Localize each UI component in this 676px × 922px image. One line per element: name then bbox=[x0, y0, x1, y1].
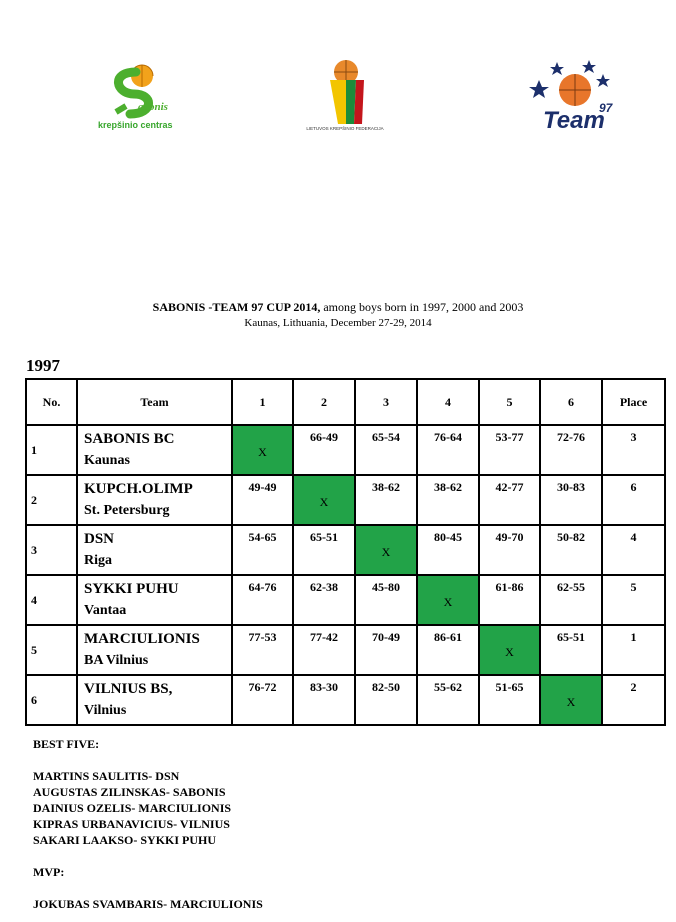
score-cell: 38-62 bbox=[417, 475, 479, 525]
place-cell: 4 bbox=[602, 525, 665, 575]
mvp-player: JOKUBAS SVAMBARIS- MARCIULIONIS bbox=[33, 897, 263, 911]
svg-text:97: 97 bbox=[599, 101, 613, 115]
team-cell bbox=[77, 675, 232, 725]
best-five-player: DAINIUS OZELIS- MARCIULIONIS bbox=[33, 801, 232, 815]
team-cell bbox=[77, 475, 232, 525]
awards-section bbox=[33, 736, 263, 912]
diagonal-cell bbox=[293, 475, 355, 525]
team-city: Kaunas bbox=[84, 453, 130, 468]
score-cell: 61-86 bbox=[479, 575, 540, 625]
score-cell: 76-64 bbox=[417, 425, 479, 475]
header-col-3: 3 bbox=[355, 379, 417, 425]
diagonal-cell bbox=[355, 525, 417, 575]
svg-text:Team: Team bbox=[543, 107, 605, 134]
score-cell: 83-30 bbox=[293, 675, 355, 725]
score-cell: 55-62 bbox=[417, 675, 479, 725]
score-cell: 49-49 bbox=[232, 475, 293, 525]
document-title bbox=[0, 300, 676, 314]
score-cell: 62-38 bbox=[293, 575, 355, 625]
score-cell: 54-65 bbox=[232, 525, 293, 575]
team-city: BA Vilnius bbox=[84, 653, 149, 668]
score-cell: 65-51 bbox=[293, 525, 355, 575]
row-number: 5 bbox=[26, 625, 77, 675]
score-cell: 38-62 bbox=[355, 475, 417, 525]
score-cell: 42-77 bbox=[479, 475, 540, 525]
diagonal-mark: X bbox=[319, 494, 329, 509]
score-cell: 65-51 bbox=[540, 625, 602, 675]
score-cell: 70-49 bbox=[355, 625, 417, 675]
place-cell: 6 bbox=[602, 475, 665, 525]
team-cell bbox=[77, 525, 232, 575]
team-city: St. Petersburg bbox=[84, 503, 170, 518]
diagonal-mark: X bbox=[381, 544, 391, 559]
score-cell: 51-65 bbox=[479, 675, 540, 725]
title-rest: among boys born in 1997, 2000 and 2003 bbox=[320, 300, 524, 314]
title-bold: SABONIS -TEAM 97 CUP 2014, bbox=[152, 300, 321, 314]
table-row bbox=[26, 675, 665, 725]
best-five-player: SAKARI LAAKSO- SYKKI PUHU bbox=[33, 833, 217, 847]
place-cell: 2 bbox=[602, 675, 665, 725]
place-cell: 5 bbox=[602, 575, 665, 625]
score-cell: 49-70 bbox=[479, 525, 540, 575]
table-row bbox=[26, 475, 665, 525]
team-name: DSN bbox=[84, 531, 115, 547]
team-name: KUPCH.OLIMP bbox=[84, 481, 193, 497]
team-name: MARCIULIONIS bbox=[84, 631, 200, 647]
score-cell: 80-45 bbox=[417, 525, 479, 575]
table-row bbox=[26, 425, 665, 475]
row-number: 1 bbox=[26, 425, 77, 475]
diagonal-cell bbox=[479, 625, 540, 675]
score-cell: 72-76 bbox=[540, 425, 602, 475]
score-cell: 30-83 bbox=[540, 475, 602, 525]
team-cell bbox=[77, 625, 232, 675]
score-cell: 82-50 bbox=[355, 675, 417, 725]
year-label: 1997 bbox=[26, 356, 60, 375]
score-cell: 66-49 bbox=[293, 425, 355, 475]
mvp-heading: MVP: bbox=[33, 865, 65, 879]
place-cell: 3 bbox=[602, 425, 665, 475]
best-five-player: AUGUSTAS ZILINSKAS- SABONIS bbox=[33, 785, 226, 799]
standings-table bbox=[25, 378, 666, 726]
diagonal-mark: X bbox=[566, 694, 576, 709]
lkf-logo bbox=[316, 58, 376, 134]
team-city: Vilnius bbox=[84, 703, 127, 718]
best-five-player: MARTINS SAULITIS- DSN bbox=[33, 769, 180, 783]
header-col-1: 1 bbox=[232, 379, 293, 425]
score-cell: 62-55 bbox=[540, 575, 602, 625]
score-cell: 50-82 bbox=[540, 525, 602, 575]
score-cell: 65-54 bbox=[355, 425, 417, 475]
document-subtitle: Kaunas, Lithuania, December 27-29, 2014 bbox=[244, 317, 432, 329]
svg-text:abonis: abonis bbox=[138, 101, 168, 113]
team-name: SABONIS BC bbox=[84, 431, 175, 447]
score-cell: 76-72 bbox=[232, 675, 293, 725]
table-header-row bbox=[26, 379, 665, 425]
diagonal-mark: X bbox=[443, 594, 453, 609]
score-cell: 45-80 bbox=[355, 575, 417, 625]
header-col-2: 2 bbox=[293, 379, 355, 425]
team-city: Vantaa bbox=[84, 603, 127, 618]
table-row bbox=[26, 625, 665, 675]
score-cell: 86-61 bbox=[417, 625, 479, 675]
header-col-6: 6 bbox=[540, 379, 602, 425]
table-row bbox=[26, 575, 665, 625]
score-cell: 64-76 bbox=[232, 575, 293, 625]
lkf-logo-caption: LIETUVOS KREPŠINIO FEDERACIJA bbox=[306, 126, 384, 131]
team-name: VILNIUS BS, bbox=[84, 681, 173, 697]
diagonal-cell bbox=[232, 425, 293, 475]
sabonis-logo-caption: krepšinio centras bbox=[98, 120, 173, 130]
row-number: 6 bbox=[26, 675, 77, 725]
team97-logo bbox=[527, 52, 617, 136]
best-five-player: KIPRAS URBANAVICIUS- VILNIUS bbox=[33, 817, 230, 831]
header-place: Place bbox=[602, 379, 665, 425]
team-cell bbox=[77, 575, 232, 625]
best-five-heading: BEST FIVE: bbox=[33, 737, 100, 751]
diagonal-cell bbox=[417, 575, 479, 625]
header-no: No. bbox=[26, 379, 77, 425]
header-col-4: 4 bbox=[417, 379, 479, 425]
row-number: 4 bbox=[26, 575, 77, 625]
score-cell: 77-42 bbox=[293, 625, 355, 675]
team-name: SYKKI PUHU bbox=[84, 581, 179, 597]
header-col-5: 5 bbox=[479, 379, 540, 425]
score-cell: 77-53 bbox=[232, 625, 293, 675]
diagonal-cell bbox=[540, 675, 602, 725]
diagonal-mark: X bbox=[505, 644, 514, 659]
row-number: 2 bbox=[26, 475, 77, 525]
place-cell: 1 bbox=[602, 625, 665, 675]
table-row bbox=[26, 525, 665, 575]
header-team: Team bbox=[77, 379, 232, 425]
team-city: Riga bbox=[84, 553, 112, 568]
team-cell bbox=[77, 425, 232, 475]
diagonal-mark: X bbox=[258, 444, 267, 459]
score-cell: 53-77 bbox=[479, 425, 540, 475]
row-number: 3 bbox=[26, 525, 77, 575]
